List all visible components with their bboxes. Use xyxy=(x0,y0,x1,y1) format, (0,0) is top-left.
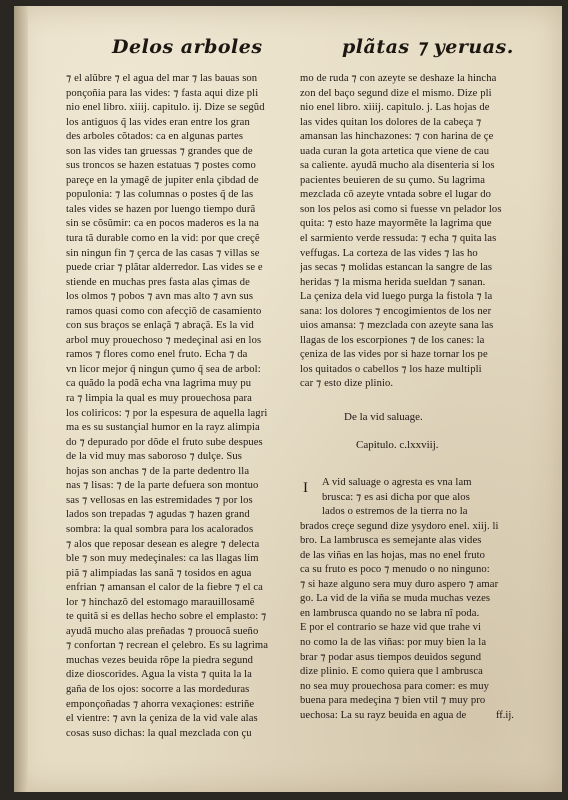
running-header-left: Delos arboles xyxy=(112,36,263,58)
text-line: puede criar ⁊ plãtar alderredor. Las vides se e xyxy=(66,262,263,274)
text-line: E por el contrario se haze vid que trahe vi xyxy=(300,622,482,634)
text-line: arbol muy prouechoso ⁊ medeçinal asi en los xyxy=(66,334,262,346)
text-line: sombra: la qual sombra para los acalorados xyxy=(66,523,254,535)
text-line: piã ⁊ alimpiadas las sanã ⁊ tosidos en agua xyxy=(66,567,252,579)
text-line: sana: los dolores ⁊ encogimientos de los ner xyxy=(300,305,492,317)
text-line: buena para medeçina ⁊ bien vtil ⁊ muy pro xyxy=(300,695,486,707)
right-text-column-top xyxy=(300,72,518,392)
text-line: lados son trepadas ⁊ agudas ⁊ hazen grand xyxy=(66,509,250,521)
text-line: brados creçe segund dize ysydoro enel. xiij. li xyxy=(300,520,499,532)
text-line: uechosa: La su rayz beuida en agua de xyxy=(300,709,467,721)
text-line: nio enel libro. xiiij. capitulo. ij. Dize se segũd xyxy=(66,102,265,114)
text-line: jas secas ⁊ molidas estancan la sangre de las xyxy=(300,262,493,274)
text-line: ⁊ confortan ⁊ recrean el çelebro. Es su lagrima xyxy=(66,640,269,652)
text-line: çeniza de las vides por si haze tornar los pe xyxy=(300,349,488,361)
text-line: de las viñas en las hojas, mas no enel fruto xyxy=(300,549,486,561)
text-line: stiende en muchas pres fasta alas çimas de xyxy=(66,276,250,288)
text-line: quita: ⁊ esto haze mayormẽte la lagrima que xyxy=(300,218,492,230)
text-line: ayudã mucho alas preñadas ⁊ prouocã sueño xyxy=(66,625,259,637)
text-line: dize dioscorides. Agua la vista ⁊ quita la la xyxy=(66,669,252,681)
text-line: populonia: ⁊ las columnas o postes q̃ de las xyxy=(66,189,254,201)
text-line: vn licor mejor q̃ ningun çumo q̃ sea de arbol: xyxy=(66,363,261,375)
text-line: ma es su sustançial humor en la rayz alimpia xyxy=(66,422,260,434)
left-text-column xyxy=(66,72,284,741)
text-line: sin se cõsũmir: ca en pocos maderos es la na xyxy=(66,218,259,230)
text-line: ble ⁊ son muy medeçinales: ca las llagas lim xyxy=(66,553,259,565)
text-line: ramos ⁊ flores como enel fruto. Echa ⁊ da xyxy=(66,349,248,361)
text-line: pareçe en la ymagẽ de jupiter enla çibdad de xyxy=(66,174,259,186)
text-line: de la vid muy mas saboroso ⁊ dulçe. Sus xyxy=(66,451,242,463)
text-line: tales vides se hazen por luengo tiempo durã xyxy=(66,203,256,215)
text-line: los antiguos q̃ las vides eran entre los gran xyxy=(66,116,250,128)
text-line: bro. La lambrusca es semejante alas vides xyxy=(300,535,482,547)
page xyxy=(14,6,562,792)
text-line: no sea muy prouechosa para comer: es muy xyxy=(300,680,490,692)
text-line: son los pelos asi como si fuesse vn pelador los xyxy=(300,203,502,215)
text-line: car ⁊ esto dize plinio. xyxy=(300,378,394,390)
text-line: ⁊ el alũbre ⁊ el agua del mar ⁊ las bauas son xyxy=(66,73,258,84)
text-line: lados o estremos de la tierra no la xyxy=(322,506,468,518)
text-line: sin ningun fin ⁊ çerca de las casas ⁊ villas se xyxy=(66,247,260,259)
text-line: ⁊ alos que reposar desean es alegre ⁊ delecta xyxy=(66,538,260,550)
text-line: llagas de los escorpiones ⁊ de los canes: la xyxy=(300,334,485,346)
chapter-heading: Capitulo. c.lxxviij. xyxy=(356,439,439,451)
text-line: en lambrusca quando no se labra nĩ poda. xyxy=(300,607,480,619)
folio-signature: ff.ij. xyxy=(496,710,514,721)
text-line: ca su fruto es poco ⁊ menudo o no ninguno: xyxy=(300,564,490,576)
page-gutter xyxy=(14,6,28,792)
text-line: ⁊ si haze alguno sera muy duro aspero ⁊ amar xyxy=(300,578,499,590)
text-line: los coliricos: ⁊ por la espesura de aquella lagri xyxy=(66,407,268,419)
text-line: sas ⁊ vellosas en las estremidades ⁊ por los xyxy=(66,494,253,506)
text-line: sus troncos se hazen estatuas ⁊ postes como xyxy=(66,160,256,172)
text-line: A vid saluage o agresta es vna lam xyxy=(322,477,472,488)
text-line: ca quãdo la podã echa vna lagrima muy pu xyxy=(66,378,252,390)
text-line: mezclada cõ azeyte vntada sobre el lugar do xyxy=(300,189,492,201)
initial-letter: I xyxy=(303,480,308,496)
text-line: heridas ⁊ la misma herida sueldan ⁊ sanan. xyxy=(300,276,486,288)
text-line: pacientes beuieren de su çumo. Su lagrima xyxy=(300,174,486,186)
text-line: lor ⁊ hinchazõ del estomago marauillosamẽ xyxy=(66,596,255,608)
text-line: muchas vezes beuida rõpe la piedra segund xyxy=(66,654,254,666)
text-line: el vientre: ⁊ avn la çeniza de la vid vale alas xyxy=(66,713,258,725)
text-line: des arboles cõtados: ca en algunas partes xyxy=(66,131,244,143)
text-line: el sarmiento verde ressuda: ⁊ echa ⁊ quita las xyxy=(300,233,497,245)
text-line: te quitã si es dellas hecho sobre el emplasto: ⁊ xyxy=(66,611,267,623)
text-line: veffugas. La corteza de las vides ⁊ las ho xyxy=(300,247,478,259)
text-line: las vides quitan los dolores de la cabeça ⁊ xyxy=(300,116,482,128)
text-line: mo de ruda ⁊ con azeyte se deshaze la hincha xyxy=(300,73,497,84)
text-line: ponçoñia para las vides: ⁊ fasta aqui dize pli xyxy=(66,87,259,99)
text-line: ra ⁊ limpia la qual es muy prouechosa para xyxy=(66,393,252,405)
text-line: los quitados o cabellos ⁊ los haze multipli xyxy=(300,363,482,375)
section-title: De la vid saluage. xyxy=(344,411,423,423)
right-text-column-bottom xyxy=(300,476,518,723)
text-line: gaña de los ojos: socorre a las mordeduras xyxy=(66,683,250,695)
text-line: brar ⁊ podar asus tiempos deuidos segund xyxy=(300,651,482,663)
text-line: dize plinio. E como quiera que l ambrusca xyxy=(300,666,483,678)
text-line: hojas son anchas ⁊ de la parte dedentro lla xyxy=(66,465,250,477)
text-line: no como la de las viñas: por muy bien la la xyxy=(300,637,487,649)
text-line: los olmos ⁊ pobos ⁊ avn mas alto ⁊ avn sus xyxy=(66,291,254,303)
text-line: amansan las hinchazones: ⁊ con harina de çe xyxy=(300,131,494,143)
text-line: do ⁊ depurado por dõde el fruto sube despues xyxy=(66,436,263,448)
running-header-right: plãtas ⁊ yeruas. xyxy=(342,36,514,58)
text-line: sa caliente. ayudã mucho ala disenteria si los xyxy=(300,160,495,172)
text-line: cosas suso dichas: la qual mezclada con çu xyxy=(66,727,252,739)
text-line: nio enel libro. xiiij. capitulo. j. Las hojas de xyxy=(300,102,490,114)
text-line: son las vides tan gruessas ⁊ grandes que de xyxy=(66,145,253,157)
text-line: ramos quasi como con afecçiõ de casamiento xyxy=(66,305,262,317)
text-line: tura tã durable como en la vid: por que creçẽ xyxy=(66,233,260,245)
text-line: uios amansa: ⁊ mezclada con azeyte sana las xyxy=(300,320,494,332)
text-line: emponçoñadas ⁊ ahorra vexaçiones: estriñe xyxy=(66,698,255,710)
text-line: enfrian ⁊ amansan el calor de la fiebre ⁊ el ca xyxy=(66,582,263,594)
text-line: go. La vid de la viña se muda muchas vezes xyxy=(300,593,491,605)
text-line: zon del baço segund dize el mismo. Dize pli xyxy=(300,87,492,99)
text-line: con sus braços se enlaçã ⁊ abraçã. Es la vid xyxy=(66,320,254,332)
text-line: nas ⁊ lisas: ⁊ de la parte defuera son montuo xyxy=(66,480,259,492)
text-line: La çeniza dela vid luego purga la fistola ⁊ la xyxy=(300,291,493,303)
text-line: brusca: ⁊ es asi dicha por que alos xyxy=(322,491,470,503)
text-line: uada curan la gota artetica que viene de cau xyxy=(300,145,490,157)
